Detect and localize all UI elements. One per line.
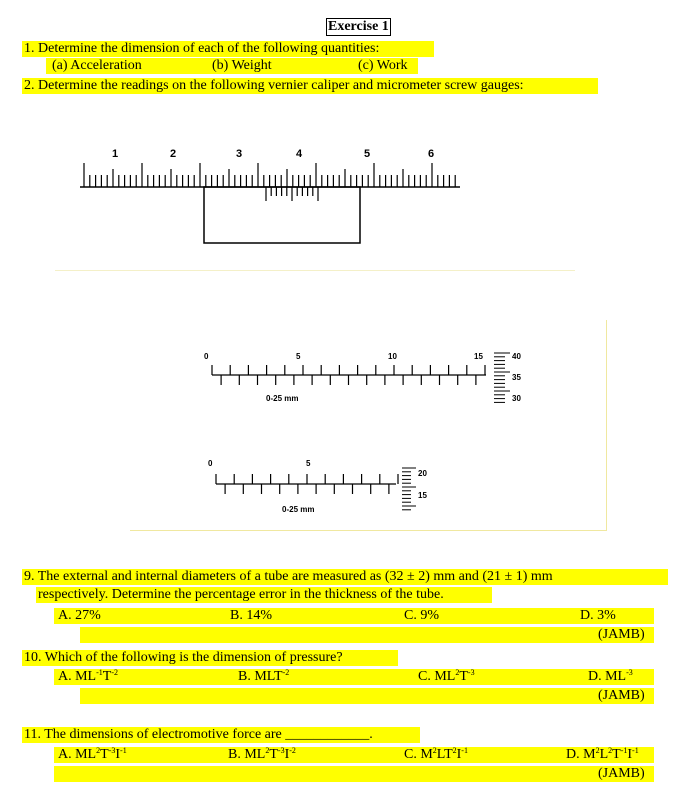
micrometer-range-label: 0-25 mm [282,505,315,514]
question-9-line2: respectively. Determine the percentage error in the thickness of the tube. [38,587,444,602]
thimble-number: 30 [512,394,521,403]
thimble-number: 15 [418,491,427,500]
highlight-bar [54,608,654,624]
micrometer-number: 10 [388,352,397,361]
micrometer-number: 0 [208,459,213,468]
micrometer-thimble-scale [494,353,510,402]
q1-option-a: (a) Acceleration [52,58,142,73]
q10-option-b: B. $MLT^{-2}$ [238,668,290,684]
q1-option-c: (c) Work [358,58,408,73]
q9-option-a: A. 27% [58,608,101,623]
question-10-text: 10. Which of the following is the dimension of pressure? [24,650,343,665]
divider [55,270,575,271]
vernier-number: 3 [236,148,243,160]
vernier-number: 4 [296,148,303,160]
question-1-text: 1. Determine the dimension of each of the following quantities: [24,41,380,56]
q11-source: (JAMB) [598,766,645,781]
thimble-number: 35 [512,373,521,382]
highlight-bar [80,627,654,643]
question-11-text: 11. The dimensions of electromotive force are ____________. [24,727,373,742]
highlight-bar [54,669,654,685]
answer-blank: ____________ [285,727,370,742]
q11-option-b: B. $ML^2T^{-3}I^{-2}$ [228,746,296,762]
vernier-sub-scale [266,187,318,201]
vernier-caliper-figure [80,135,470,255]
q10-source: (JAMB) [598,688,645,703]
q9-option-b: B. 14% [230,608,272,623]
exercise-title: Exercise 1 [328,19,389,34]
micrometer-number: 0 [204,352,209,361]
micrometer-range-label: 0-25 mm [266,394,299,403]
vernier-number: 6 [428,148,435,160]
thimble-number: 20 [418,469,427,478]
q11-option-a: A. $ML^2T^{-3}I^{-1}$ [58,746,127,762]
q9-source: (JAMB) [598,627,645,642]
vernier-number: 1 [112,148,119,160]
q10-option-c: C. $ML^2T^{-3}$ [418,668,475,684]
micrometer-number: 5 [306,459,311,468]
thimble-number: 40 [512,352,521,361]
micrometer-1-figure [196,345,536,415]
q9-option-c: C. 9% [404,608,439,623]
highlight-bar [54,766,654,782]
highlight-bar [54,747,654,763]
micrometer-number: 15 [474,352,483,361]
highlight-bar [80,688,654,704]
q11-option-c: C. $M^2LT^2I^{-1}$ [404,746,468,762]
q10-option-d: D. $ML^{-3}$ [588,668,633,684]
q10-option-a: A. $ML^{-1}T^{-2}$ [58,668,119,684]
q9-option-d: D. 3% [580,608,616,623]
question-9-line1: 9. The external and internal diameters of a tube are measured as (32 ± 2) mm and (21 ± 1) mm [24,569,553,584]
q11-option-d: D. $M^2L^2T^{-1}I^{-1}$ [566,746,639,762]
micrometer-2-figure [196,450,456,520]
micrometer-thimble-scale [402,468,416,510]
question-2-text: 2. Determine the readings on the following vernier caliper and micrometer screw gauges: [24,78,524,93]
vernier-main-numbers [112,148,434,160]
vernier-main-scale [84,163,455,187]
vernier-number: 2 [170,148,177,160]
q1-option-b: (b) Weight [212,58,272,73]
vernier-number: 5 [364,148,371,160]
micrometer-number: 5 [296,352,301,361]
